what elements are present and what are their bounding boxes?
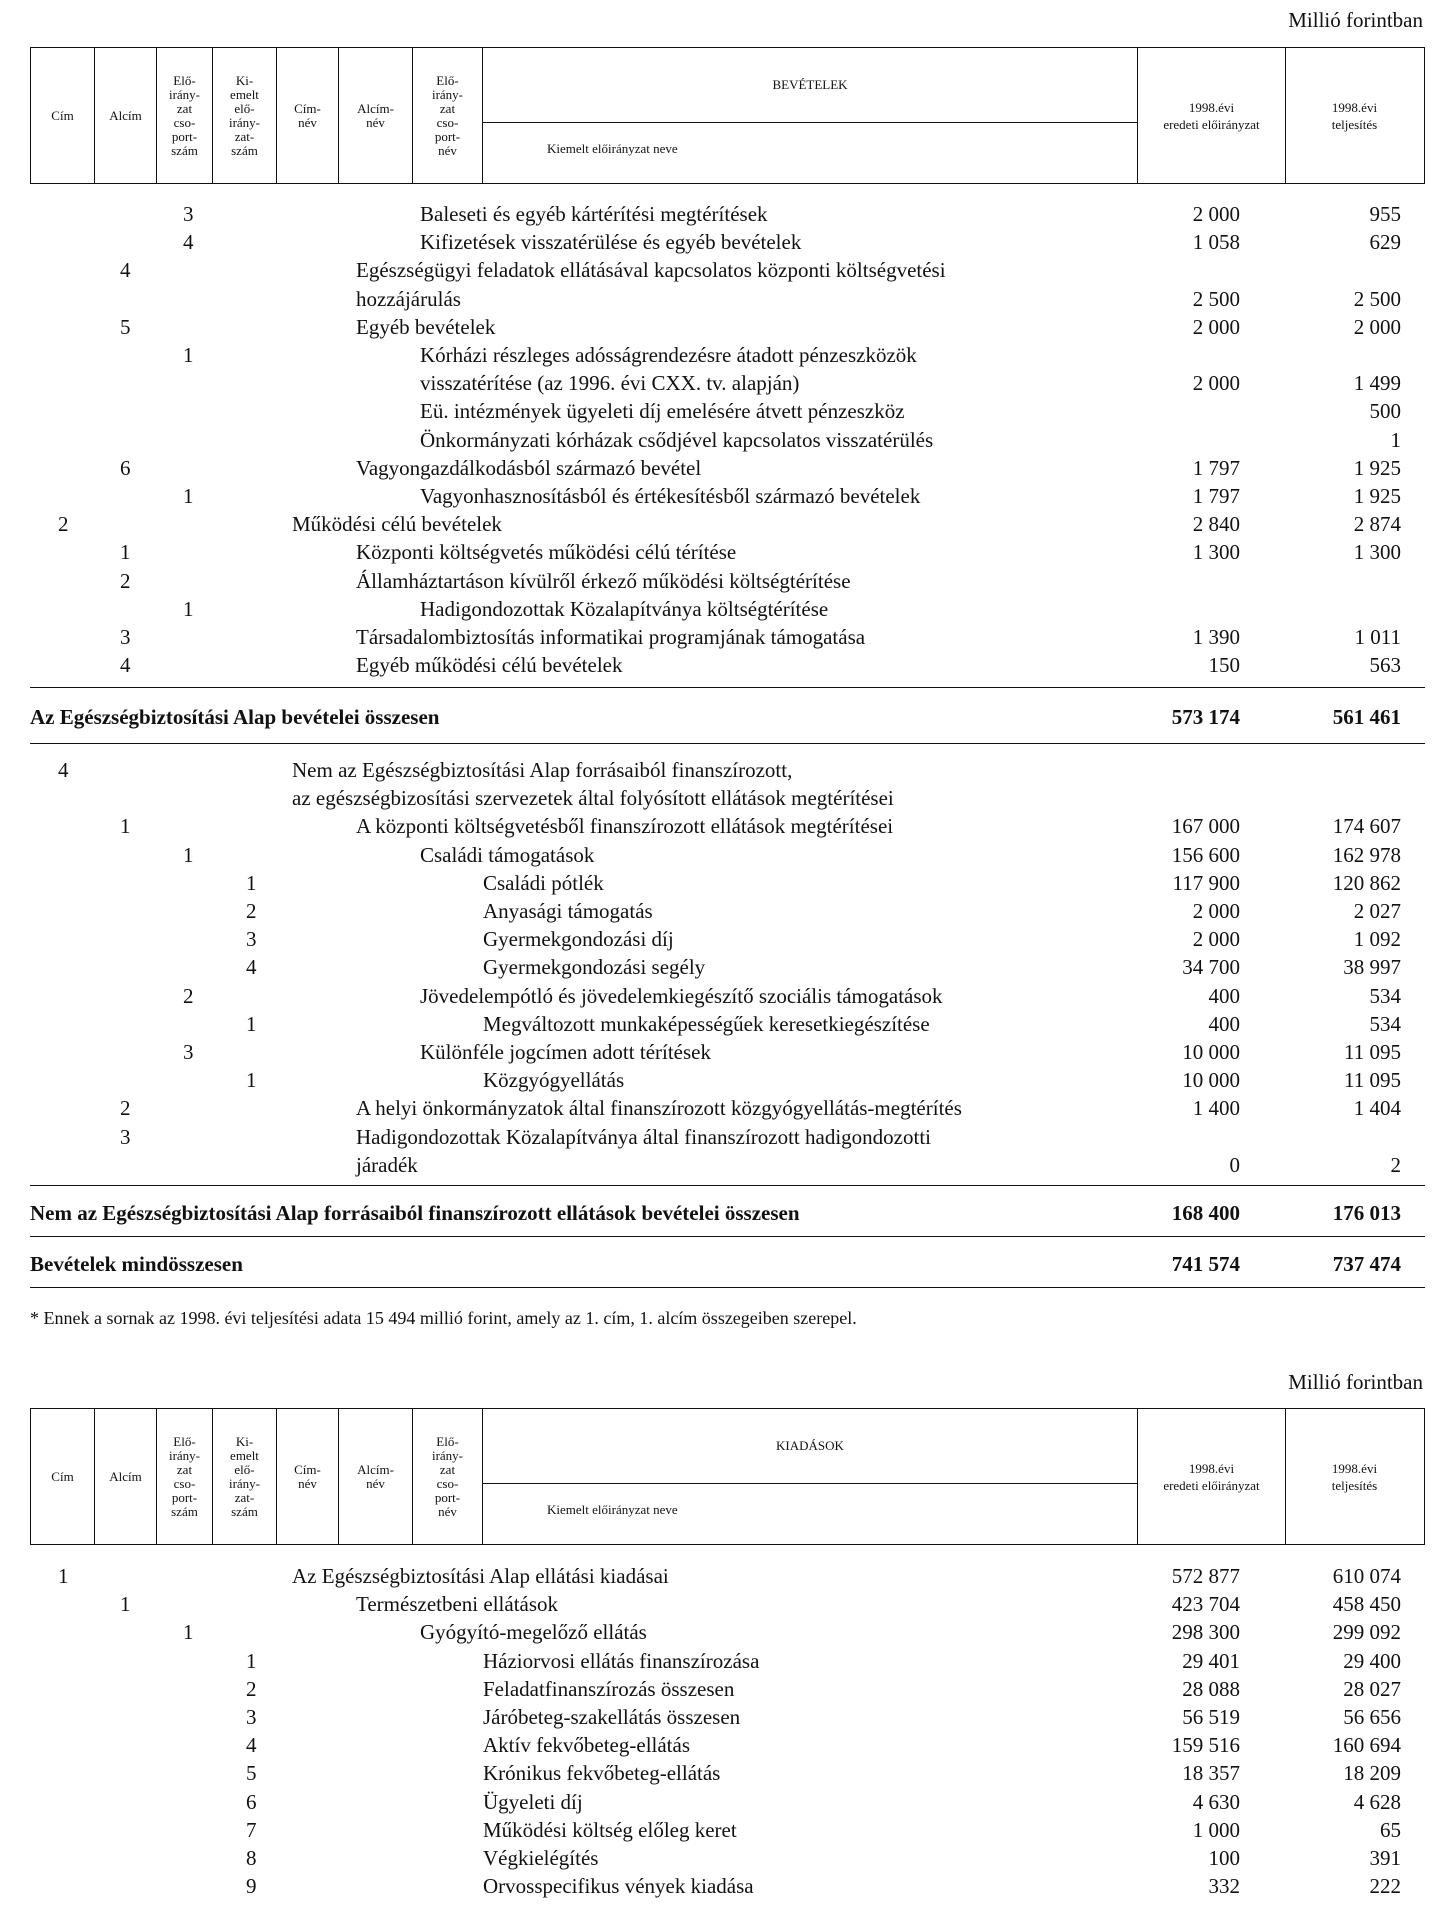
row-name: Működési költség előleg keret (483, 1817, 737, 1842)
row-v2: 2 027 (1353, 899, 1401, 923)
row-number: 1 (183, 1620, 194, 1645)
row-v2: 563 (1369, 653, 1401, 678)
row-name: Megváltozott munkaképességűek keresetkiegészítése (483, 1011, 930, 1036)
hdr-alcim-nev: Alcím- név (339, 1409, 413, 1544)
total-eb-row (0, 703, 1435, 731)
divider (30, 1185, 1425, 1186)
row-number: 3 (183, 1040, 194, 1064)
row-v1: 100 (1208, 1846, 1240, 1870)
table-row (0, 784, 1435, 812)
row-v2: 534 (1369, 983, 1401, 1008)
row-v1: 117 900 (1172, 870, 1240, 895)
row-name: Családi pótlék (483, 870, 604, 895)
hdr-eloir-csop-nev: Elő- irány- zat cso- port- név (413, 48, 483, 183)
total-nem-eb-v2: 176 013 (1332, 1201, 1401, 1225)
row-name: Gyógyító-megelőző ellátás (420, 1620, 647, 1645)
row-name: Baleseti és egyéb kártérítési megtérítések (420, 202, 768, 226)
hdr-eloir-csop-nev: Elő- irány- zat cso- port- név (413, 1409, 483, 1544)
row-name: Eü. intézmények ügyeleti díj emelésére átvett pénzeszköz (420, 399, 905, 424)
row-v1: 1 797 (1192, 484, 1240, 508)
row-name: Hadigondozottak Közalapítványa költségtérítése (420, 596, 829, 621)
row-v1: 1 400 (1192, 1096, 1240, 1121)
table-row (0, 623, 1435, 651)
row-number: 1 (120, 540, 131, 565)
hdr-title: KIADÁSOK (483, 1409, 1137, 1484)
table-row (0, 369, 1435, 397)
table-row (0, 1759, 1435, 1787)
table-row (0, 1675, 1435, 1703)
row-v1: 4 630 (1192, 1789, 1240, 1814)
table-row (0, 285, 1435, 313)
row-v2: 1 499 (1353, 371, 1401, 396)
table-row (0, 841, 1435, 869)
table-row (0, 200, 1435, 228)
table-row (0, 812, 1435, 840)
row-v2: 1 925 (1353, 455, 1401, 480)
row-v1: 18 357 (1182, 1761, 1240, 1786)
row-number: 1 (246, 870, 257, 895)
row-v1: 29 401 (1182, 1648, 1240, 1673)
row-v1: 156 600 (1171, 842, 1240, 867)
row-v2: 29 400 (1343, 1648, 1401, 1673)
row-name: hozzájárulás (356, 286, 461, 311)
row-v2: 629 (1369, 230, 1401, 255)
row-v2: 610 074 (1332, 1564, 1401, 1588)
row-name: Nem az Egészségbiztosítási Alap forrásaiból finanszírozott, (292, 758, 793, 782)
table-row (0, 1731, 1435, 1759)
row-number: 9 (246, 1874, 257, 1899)
row-number: 1 (120, 1592, 131, 1617)
row-number: 1 (183, 596, 194, 621)
row-v2: 458 450 (1332, 1592, 1401, 1617)
row-v2: 11 095 (1344, 1040, 1401, 1064)
row-name: Társadalombiztosítás informatikai programjának támogatása (356, 625, 866, 649)
row-v1: 1 390 (1192, 625, 1240, 649)
row-v2: 1 300 (1353, 540, 1401, 565)
row-v1: 298 300 (1171, 1620, 1240, 1645)
row-number: 1 (246, 1011, 257, 1036)
row-number: 3 (246, 1705, 257, 1729)
total-nem-eb-label: Nem az Egészségbiztosítási Alap forrásaiból finanszírozott ellátások bevételei összesen (30, 1201, 800, 1225)
row-v2: 65 (1380, 1817, 1401, 1842)
row-name: Anyasági támogatás (483, 899, 653, 923)
table-row (0, 1844, 1435, 1872)
row-name: Vagyonhasznosításból és értékesítésből származó bevételek (420, 484, 921, 508)
table-row (0, 1618, 1435, 1646)
row-v2: 162 978 (1332, 842, 1401, 867)
row-number: 4 (120, 258, 131, 283)
row-number: 2 (120, 568, 131, 593)
unit-label-top: Millió forintban (1288, 8, 1423, 32)
table-row (0, 228, 1435, 256)
row-v2: 18 209 (1343, 1761, 1401, 1786)
row-name: Járóbeteg-szakellátás összesen (483, 1705, 741, 1729)
hdr-cim-nev: Cím- név (277, 1409, 339, 1544)
table-row (0, 1066, 1435, 1094)
row-number: 1 (183, 484, 194, 508)
row-name: Az Egészségbiztosítási Alap ellátási kiadásai (292, 1564, 669, 1588)
row-v1: 0 (1229, 1152, 1240, 1177)
total-eb-label: Az Egészségbiztosítási Alap bevételei összesen (30, 705, 440, 729)
row-v2: 1 404 (1353, 1096, 1401, 1121)
row-v1: 2 000 (1192, 314, 1240, 339)
divider (30, 1287, 1425, 1288)
row-v1: 400 (1208, 1011, 1240, 1036)
row-name: Központi költségvetés működési célú térítése (356, 540, 737, 565)
row-name: A központi költségvetésből finanszírozott ellátások megtérítései (356, 814, 894, 839)
hdr-title-cell (483, 48, 1138, 183)
row-v1: 572 877 (1171, 1564, 1240, 1588)
row-name: Végkielégítés (483, 1846, 599, 1870)
row-v2: 2 500 (1353, 286, 1401, 311)
table-row (0, 1703, 1435, 1731)
row-number: 1 (58, 1564, 69, 1588)
row-number: 6 (120, 455, 131, 480)
row-v1: 2 000 (1192, 927, 1240, 952)
hdr-kiemelt-szam: Ki- emelt elő- irány- zat- szám (213, 48, 277, 183)
row-name: Háziorvosi ellátás finanszírozása (483, 1648, 760, 1673)
table-row (0, 426, 1435, 454)
hdr-eloir-csop: Elő- irány- zat cso- port- szám (157, 48, 213, 183)
hdr-cim: Cím (31, 48, 95, 183)
row-v1: 34 700 (1182, 955, 1240, 980)
row-v2: 4 628 (1353, 1789, 1401, 1814)
row-name: Krónikus fekvőbeteg-ellátás (483, 1761, 721, 1786)
row-v1: 2 000 (1192, 899, 1240, 923)
row-v1: 10 000 (1182, 1040, 1240, 1064)
hdr-alcim-nev: Alcím- név (339, 48, 413, 183)
table-row (0, 651, 1435, 679)
kiadasok-header (30, 1408, 1425, 1545)
footnote: * Ennek a sornak az 1998. évi teljesítési adata 15 494 millió forint, amely az 1. cím, 1. alcím összegeiben szerepel. (30, 1308, 857, 1328)
row-name: Gyermekgondozási segély (483, 955, 706, 980)
row-v1: 2 000 (1192, 202, 1240, 226)
row-name: Működési célú bevételek (292, 512, 502, 537)
table-row (0, 756, 1435, 784)
table-row (0, 595, 1435, 623)
row-number: 2 (183, 983, 194, 1008)
divider (30, 1236, 1425, 1237)
row-v1: 2 840 (1192, 512, 1240, 537)
table-row (0, 1562, 1435, 1590)
row-v2: 38 997 (1343, 955, 1401, 980)
row-number: 5 (120, 314, 131, 339)
row-v2: 534 (1369, 1011, 1401, 1036)
table-row (0, 1816, 1435, 1844)
table-row (0, 256, 1435, 284)
row-v1: 400 (1208, 983, 1240, 1008)
hdr-alcim: Alcím (95, 1409, 157, 1544)
row-v1: 1 058 (1192, 230, 1240, 255)
row-name: Orvosspecifikus vények kiadása (483, 1874, 754, 1899)
hdr-kiemelt-szam: Ki- emelt elő- irány- zat- szám (213, 1409, 277, 1544)
row-v2: 2 874 (1353, 512, 1401, 537)
row-v1: 10 000 (1182, 1068, 1240, 1093)
table-row (0, 397, 1435, 425)
row-name: Egészségügyi feladatok ellátásával kapcsolatos központi költségvetési (356, 258, 946, 283)
row-v2: 222 (1369, 1874, 1401, 1899)
total-nem-eb-v1: 168 400 (1171, 1201, 1240, 1225)
table-row (0, 1038, 1435, 1066)
row-name: Különféle jogcímen adott térítések (420, 1040, 711, 1064)
row-number: 4 (183, 230, 194, 255)
row-number: 4 (120, 653, 131, 678)
hdr-teljesites: 1998.évi teljesítés (1331, 1460, 1378, 1493)
row-number: 7 (246, 1817, 257, 1842)
row-v1: 56 519 (1182, 1705, 1240, 1729)
table-row (0, 510, 1435, 538)
total-all-row (0, 1250, 1435, 1278)
table-row (0, 454, 1435, 482)
table-row (0, 925, 1435, 953)
row-number: 8 (246, 1846, 257, 1870)
divider (30, 743, 1425, 744)
row-number: 1 (246, 1648, 257, 1673)
total-eb-v1: 573 174 (1171, 705, 1240, 729)
table-row (0, 313, 1435, 341)
row-number: 3 (183, 202, 194, 226)
hdr-kiemelt-nev: Kiemelt előirányzat neve (547, 141, 678, 156)
row-v1: 2 000 (1192, 371, 1240, 396)
hdr-kiemelt-nev: Kiemelt előirányzat neve (547, 1502, 678, 1517)
row-v2: 2 (1390, 1152, 1401, 1177)
row-name: Egyéb bevételek (356, 314, 496, 339)
row-name: Ügyeleti díj (483, 1789, 583, 1814)
row-v2: 391 (1369, 1846, 1401, 1870)
row-name: Természetbeni ellátások (356, 1592, 559, 1617)
table-row (0, 1151, 1435, 1179)
table-row (0, 538, 1435, 566)
row-v1: 28 088 (1182, 1676, 1240, 1701)
table-row (0, 953, 1435, 981)
row-v2: 299 092 (1332, 1620, 1401, 1645)
row-name: Feladatfinanszírozás összesen (483, 1676, 735, 1701)
row-number: 3 (120, 625, 131, 649)
row-v2: 56 656 (1343, 1705, 1401, 1729)
row-number: 1 (246, 1068, 257, 1093)
row-v2: 1 092 (1353, 927, 1401, 952)
table-row (0, 1010, 1435, 1038)
row-v2: 174 607 (1332, 814, 1401, 839)
row-number: 4 (246, 955, 257, 980)
hdr-title: BEVÉTELEK (483, 48, 1137, 123)
table-row (0, 897, 1435, 925)
hdr-teljesites: 1998.évi teljesítés (1331, 99, 1378, 132)
row-v2: 1 925 (1353, 484, 1401, 508)
table-row (0, 1788, 1435, 1816)
total-all-v1: 741 574 (1171, 1252, 1240, 1276)
hdr-eloir-csop: Elő- irány- zat cso- port- szám (157, 1409, 213, 1544)
total-eb-v2: 561 461 (1332, 705, 1401, 729)
row-name: Jövedelempótló és jövedelemkiegészítő szociális támogatások (420, 983, 943, 1008)
table-row (0, 341, 1435, 369)
row-v2: 1 (1390, 427, 1401, 452)
row-number: 6 (246, 1789, 257, 1814)
row-v2: 955 (1369, 202, 1401, 226)
row-name: Hadigondozottak Közalapítványa által finanszírozott hadigondozotti (356, 1124, 931, 1149)
row-v1: 2 500 (1192, 286, 1240, 311)
row-name: visszatérítése (az 1996. évi CXX. tv. alapján) (420, 371, 800, 396)
row-name: Kórházi részleges adósságrendezésre átadott pénzeszközök (420, 343, 917, 367)
row-number: 4 (246, 1733, 257, 1758)
row-number: 1 (120, 814, 131, 839)
row-number: 2 (246, 899, 257, 923)
total-nem-eb-row (0, 1199, 1435, 1227)
row-number: 2 (246, 1676, 257, 1701)
row-number: 4 (58, 758, 69, 782)
row-v1: 150 (1208, 653, 1240, 678)
row-v2: 500 (1369, 399, 1401, 424)
table-row (0, 1872, 1435, 1900)
row-v2: 160 694 (1332, 1733, 1401, 1758)
row-v1: 167 000 (1171, 814, 1240, 839)
row-name: Gyermekgondozási díj (483, 927, 674, 952)
row-v1: 159 516 (1171, 1733, 1240, 1758)
hdr-title-cell (483, 1409, 1138, 1544)
row-number: 5 (246, 1761, 257, 1786)
row-name: Közgyógyellátás (483, 1068, 625, 1093)
row-v1: 423 704 (1171, 1592, 1240, 1617)
row-v2: 28 027 (1343, 1676, 1401, 1701)
row-number: 2 (58, 512, 69, 537)
table-row (0, 1094, 1435, 1122)
total-all-label: Bevételek mindösszesen (30, 1252, 243, 1276)
unit-label-bottom: Millió forintban (1288, 1370, 1423, 1394)
row-number: 3 (120, 1124, 131, 1149)
row-name: Egyéb működési célú bevételek (356, 653, 623, 678)
table-row (0, 982, 1435, 1010)
table-row (0, 1590, 1435, 1618)
row-v2: 120 862 (1332, 870, 1401, 895)
table-row (0, 1123, 1435, 1151)
row-name: Államháztartáson kívülről érkező működési költségtérítése (356, 568, 851, 593)
bevetelek-header (30, 47, 1425, 184)
row-number: 2 (120, 1096, 131, 1121)
row-v2: 1 011 (1354, 625, 1401, 649)
row-number: 1 (183, 343, 194, 367)
table-row (0, 482, 1435, 510)
table-row (0, 869, 1435, 897)
row-name: az egészségbizosítási szervezetek által folyósított ellátások megtérítései (292, 786, 894, 811)
hdr-cim-nev: Cím- név (277, 48, 339, 183)
total-all-v2: 737 474 (1332, 1252, 1401, 1276)
row-number: 1 (183, 842, 194, 867)
hdr-cim: Cím (31, 1409, 95, 1544)
row-v2: 2 000 (1353, 314, 1401, 339)
row-name: Családi támogatások (420, 842, 595, 867)
table-row (0, 1647, 1435, 1675)
hdr-eredeti: 1998.évi eredeti előirányzat (1138, 48, 1286, 183)
row-name: Aktív fekvőbeteg-ellátás (483, 1733, 691, 1758)
row-name: Önkormányzati kórházak csődjével kapcsolatos visszatérülés (420, 427, 934, 452)
hdr-eredeti: 1998.évi eredeti előirányzat (1138, 1409, 1286, 1544)
row-v1: 1 300 (1192, 540, 1240, 565)
row-v1: 332 (1208, 1874, 1240, 1899)
row-name: járadék (356, 1152, 418, 1177)
table-row (0, 567, 1435, 595)
row-v1: 1 000 (1192, 1817, 1240, 1842)
row-name: Vagyongazdálkodásból származó bevétel (356, 455, 702, 480)
row-name: A helyi önkormányzatok által finanszírozott közgyógyellátás-megtérítés (356, 1096, 962, 1121)
row-v2: 11 095 (1344, 1068, 1401, 1093)
row-v1: 1 797 (1192, 455, 1240, 480)
row-name: Kifizetések visszatérülése és egyéb bevételek (420, 230, 802, 255)
divider (30, 687, 1425, 688)
row-number: 3 (246, 927, 257, 952)
hdr-alcim: Alcím (95, 48, 157, 183)
